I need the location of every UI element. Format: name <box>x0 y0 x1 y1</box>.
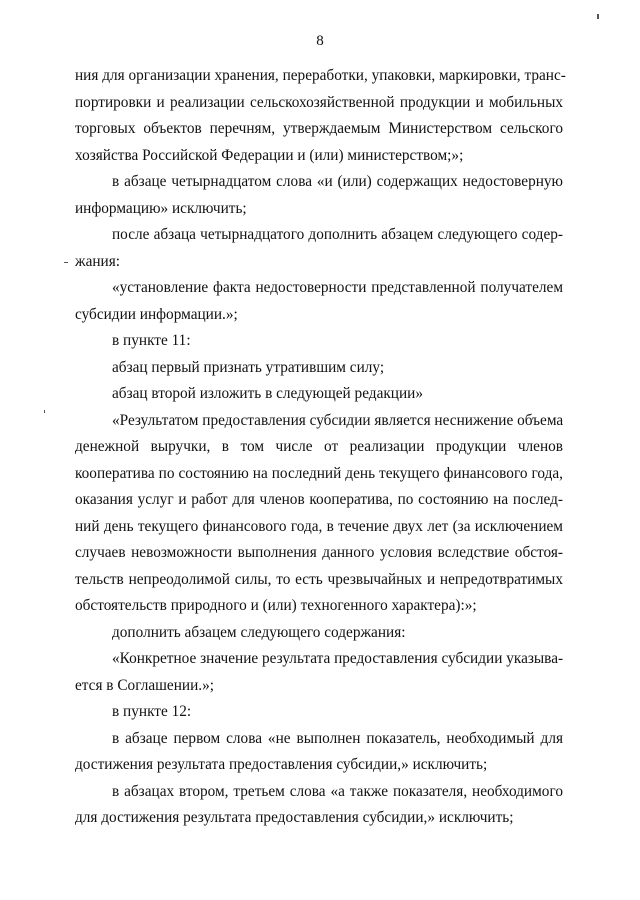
scan-mark <box>44 410 45 413</box>
text-line: обстоятельств природного и (или) техногенного характера):»; <box>75 597 477 614</box>
text-line: «установление факта недостоверности представленной получателем <box>112 279 563 296</box>
text-line: жания: <box>75 253 121 270</box>
text-line: «Конкретное значение результата предоставления субсидии указыва- <box>112 650 564 667</box>
scan-mark <box>64 262 68 263</box>
text-line: в абзаце первом слова «не выполнен показатель, необходимый для <box>112 730 563 747</box>
text-line: оказания услуг и работ для членов кооператива, по состоянию на послед- <box>75 491 563 508</box>
text-line: ний день текущего финансового года, в течение двух лет (за исключением <box>75 518 563 535</box>
text-line: «Результатом предоставления субсидии является неснижение объема <box>112 412 564 429</box>
text-line: ния для организации хранения, переработки, упаковки, маркировки, транс- <box>75 67 566 84</box>
text-line: хозяйства Российской Федерации и (или) министерством;»; <box>75 147 464 164</box>
text-line: торговых объектов перечням, утверждаемым Министерством сельского <box>75 120 563 137</box>
text-line: после абзаца четырнадцатого дополнить абзацем следующего содер- <box>112 226 563 243</box>
scan-mark <box>597 14 599 19</box>
text-line: тельств непреодолимой силы, то есть чрезвычайных и непредотвратимых <box>75 571 563 588</box>
text-line: абзац первый признать утратившим силу; <box>112 359 385 376</box>
text-line: ется в Соглашении.»; <box>75 677 214 694</box>
text-line: портировки и реализации сельскохозяйственной продукции и мобильных <box>75 94 563 111</box>
text-line: дополнить абзацем следующего содержания: <box>112 624 406 641</box>
text-line: в пункте 11: <box>112 332 191 349</box>
text-line: в пункте 12: <box>112 703 192 720</box>
text-line: денежной выручки, в том числе от реализации продукции членов <box>75 438 563 455</box>
text-line: для достижения результата предоставления субсидии,» исключить; <box>75 809 514 826</box>
text-line: информацию» исключить; <box>75 200 247 217</box>
text-line: кооператива по состоянию на последний день текущего финансового года, <box>75 465 563 482</box>
page-number: 8 <box>316 33 324 49</box>
text-line: достижения результата предоставления субсидии,» исключить; <box>75 756 488 773</box>
text-line: случаев невозможности выполнения данного условия вследствие обстоя- <box>75 544 563 561</box>
text-line: субсидии информации.»; <box>75 306 238 323</box>
text-line: в абзацах втором, третьем слова «а также показателя, необходимого <box>112 783 563 800</box>
text-line: в абзаце четырнадцатом слова «и (или) содержащих недостоверную <box>112 173 563 190</box>
text-line: абзац второй изложить в следующей редакции» <box>112 385 424 402</box>
